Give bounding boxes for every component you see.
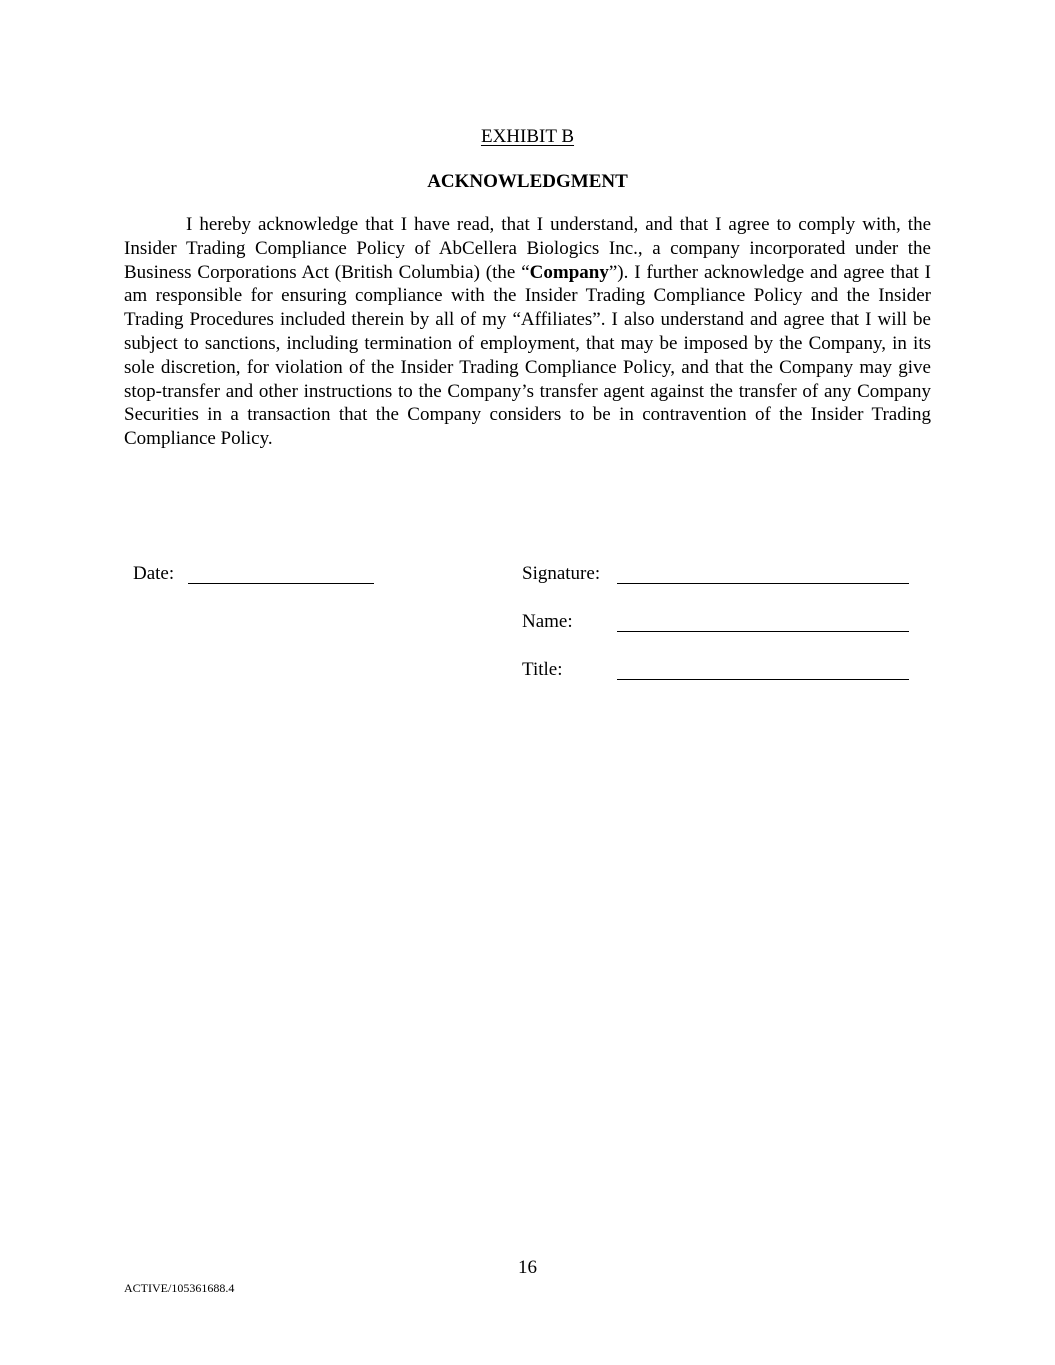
name-label: Name: — [522, 611, 573, 632]
acknowledgment-heading: ACKNOWLEDGMENT — [427, 171, 628, 192]
paragraph-text-part1: I hereby acknowledge that I have read, that I understand, and that I agree to comply with, the Insider Trading Compliance Policy of AbCellera Biologics Inc., a company incorporated under the Business Corporations Act (British Columbia) (the “ — [124, 214, 931, 283]
acknowledgment-paragraph — [124, 213, 931, 451]
signature-field-line[interactable] — [617, 583, 909, 584]
title-field-line[interactable] — [617, 679, 909, 680]
title-label: Title: — [522, 659, 563, 680]
name-field-line[interactable] — [617, 631, 909, 632]
exhibit-title: EXHIBIT B — [480, 126, 575, 147]
signature-label: Signature: — [522, 563, 601, 584]
paragraph-text-part2: ”). I further acknowledge and agree that I am responsible for ensuring compliance with the Insider Trading Compliance Policy and the Insider Trading Procedures included therein by all of my “Affiliates”. I also understand and agree that I will be subject to sanctions, including termination of employment, that may be imposed by the Company, in its sole discretion, for violation of the Insider Trading Compliance Policy, and that the Company may give stop-transfer and other instructions to the Company’s transfer agent against the transfer of any Company Securities in a transaction that the Company considers to be in contravention of the Insider Trading Compliance Policy. — [124, 261, 932, 450]
page-number: 16 — [518, 1257, 537, 1278]
document-id: ACTIVE/105361688.4 — [124, 1281, 235, 1295]
date-field-line[interactable] — [188, 583, 374, 584]
date-label: Date: — [133, 563, 175, 584]
company-defined-term: Company — [529, 261, 609, 283]
